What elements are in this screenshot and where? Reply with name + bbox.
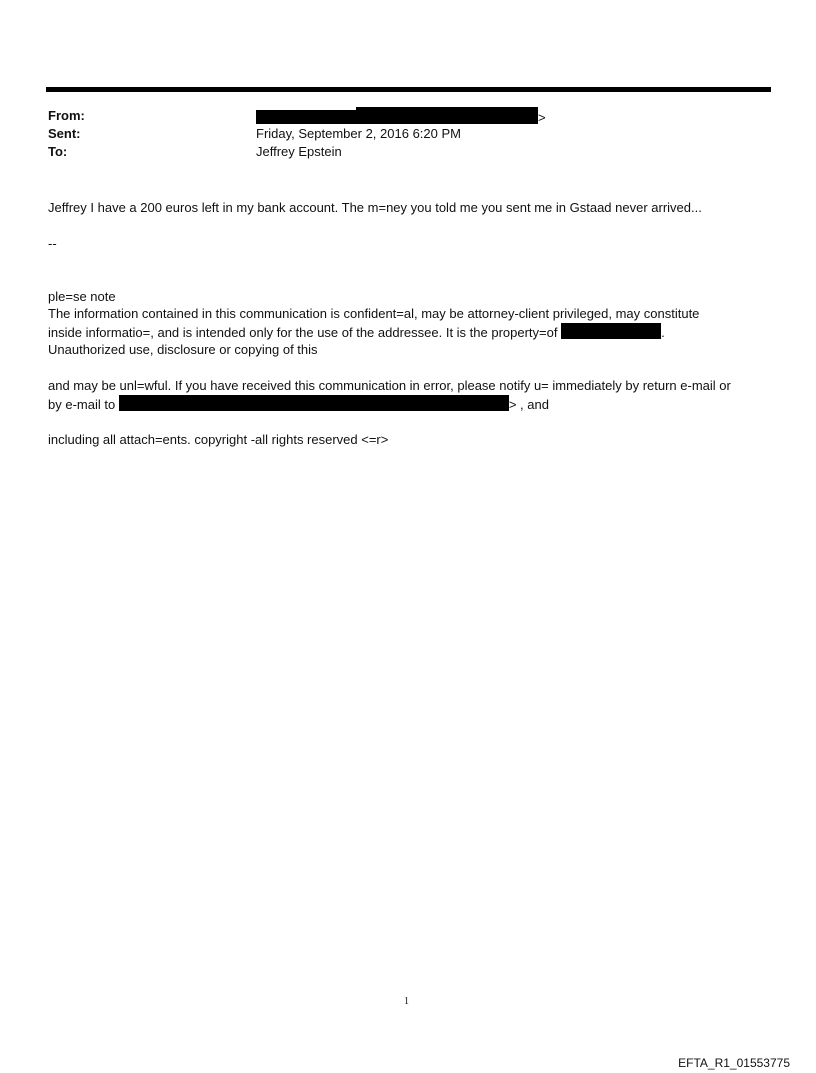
- disclaimer-text: .: [661, 325, 665, 340]
- disclaimer-line: The information contained in this communication is confident=al, may be attorney-client privileged, may constitute: [48, 306, 700, 321]
- sent-label: Sent:: [48, 126, 81, 141]
- redaction-box: [256, 110, 356, 124]
- page-number: 1: [404, 996, 409, 1007]
- disclaimer-line: Unauthorized use, disclosure or copying of this: [48, 342, 318, 357]
- sent-value: Friday, September 2, 2016 6:20 PM: [256, 126, 461, 141]
- disclaimer-text: > , and: [508, 397, 549, 412]
- redaction-box: [356, 107, 538, 124]
- from-value: [256, 107, 546, 127]
- from-suffix: >: [538, 110, 546, 125]
- to-value: Jeffrey Epstein: [256, 144, 342, 159]
- redaction-box: [119, 395, 509, 411]
- disclaimer-line: including all attach=ents. copyright -all rights reserved <=r>: [48, 432, 389, 447]
- redaction-box: [561, 323, 661, 339]
- message-text: Jeffrey I have a 200 euros left in my bank account. The m=ney you told me you sent me in Gstaad never arrived...: [48, 200, 702, 215]
- disclaimer-line: and may be unl=wful. If you have received this communication in error, please notify u= immediately by return e-mail or: [48, 378, 731, 393]
- signature-separator: --: [48, 236, 57, 251]
- disclaimer-intro: ple=se note: [48, 289, 116, 304]
- disclaimer-line: [48, 323, 665, 341]
- bates-number: EFTA_R1_01553775: [678, 1056, 790, 1070]
- from-label: From:: [48, 108, 85, 123]
- disclaimer-line: [48, 395, 549, 413]
- to-label: To:: [48, 144, 68, 159]
- disclaimer-text: inside informatio=, and is intended only for the use of the addressee. It is the property=of: [48, 325, 558, 340]
- disclaimer-text: by e-mail to: [48, 397, 116, 412]
- header-rule: [46, 87, 771, 92]
